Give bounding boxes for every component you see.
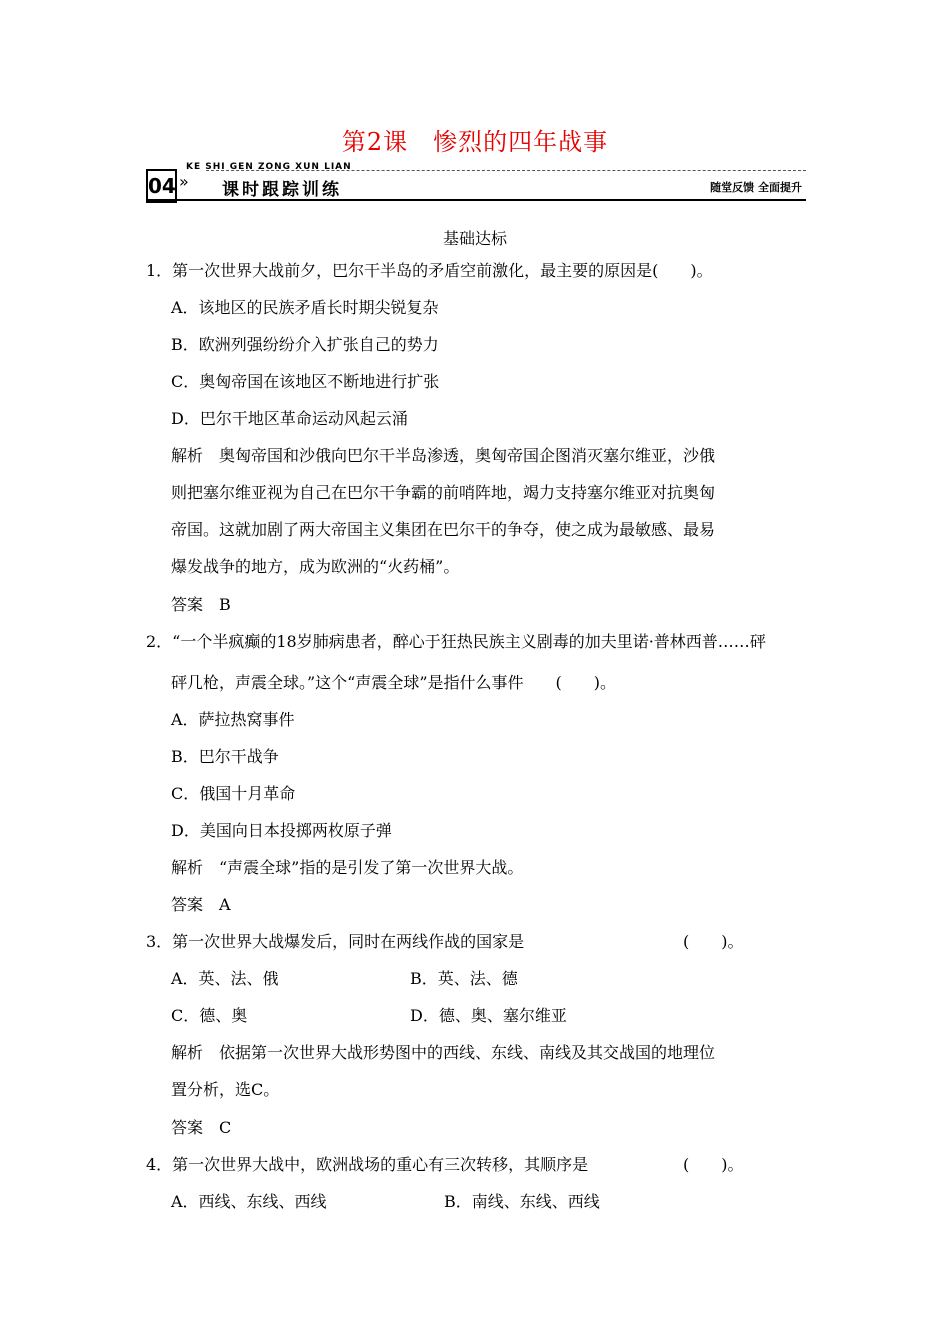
banner-slogan: 随堂反馈 全面提升 <box>710 181 802 194</box>
question-2-option-b: B．巴尔干战争 <box>171 747 279 766</box>
question-3-answer: 答案 C <box>171 1118 232 1137</box>
question-2-option-c: C．俄国十月革命 <box>171 784 296 803</box>
question-3-stem: 3．第一次世界大战爆发后，同时在两线作战的国家是 <box>146 932 525 951</box>
question-1-analysis-line: 解析 奥匈帝国和沙俄向巴尔干半岛渗透，奥匈帝国企图消灭塞尔维亚，沙俄 <box>171 446 716 465</box>
question-3-analysis-line: 解析 依据第一次世界大战形势图中的西线、东线、南线及其交战国的地理位 <box>171 1043 716 1062</box>
question-1-answer: 答案 B <box>171 595 231 614</box>
question-3-option-d: D．德、奥、塞尔维亚 <box>410 1006 567 1025</box>
lesson-title: 第2课 惨烈的四年战事 <box>341 128 609 156</box>
banner-label: 课时跟踪训练 <box>222 180 342 200</box>
question-2-stem-line: 2．“一个半疯癫的18岁肺病患者，醉心于狂热民族主义剧毒的加夫里诺·普林西普……砰 <box>146 632 766 651</box>
question-1-option-b: B．欧洲列强纷纷介入扩张自己的势力 <box>171 335 439 354</box>
question-1-option-d: D．巴尔干地区革命运动风起云涌 <box>171 409 408 428</box>
question-2-analysis: 解析 “声震全球”指的是引发了第一次世界大战。 <box>171 858 524 877</box>
question-3-blank: ( )。 <box>683 932 744 951</box>
question-2-answer: 答案 A <box>171 895 231 914</box>
question-4-option-b: B．南线、东线、西线 <box>444 1192 600 1211</box>
question-3-analysis-line: 置分析，选C。 <box>171 1080 280 1099</box>
question-1-analysis-line: 则把塞尔维亚视为自己在巴尔干争霸的前哨阵地，竭力支持塞尔维亚对抗奥匈 <box>171 483 716 502</box>
question-1-option-c: C．奥匈帝国在该地区不断地进行扩张 <box>171 372 440 391</box>
question-4-option-a: A．西线、东线、西线 <box>171 1192 327 1211</box>
question-1-stem: 1．第一次世界大战前夕，巴尔干半岛的矛盾空前激化，最主要的原因是( )。 <box>146 261 713 280</box>
question-3-option-b: B．英、法、德 <box>410 969 518 988</box>
question-4-blank: ( )。 <box>683 1155 744 1174</box>
question-2-option-a: A．萨拉热窝事件 <box>171 710 295 729</box>
question-4-stem: 4．第一次世界大战中，欧洲战场的重心有三次转移，其顺序是 <box>146 1155 589 1174</box>
question-2-stem-line: 砰几枪，声震全球。”这个“声震全球”是指什么事件 ( )。 <box>171 673 617 692</box>
question-1-option-a: A．该地区的民族矛盾长时期尖锐复杂 <box>171 298 439 317</box>
banner-arrow-icon: » <box>179 172 189 191</box>
banner-number: 04 <box>146 169 177 203</box>
question-3-option-a: A．英、法、俄 <box>171 969 279 988</box>
banner-pinyin: KE SHI GEN ZONG XUN LIAN <box>186 162 352 172</box>
question-1-analysis-line: 爆发战争的地方，成为欧洲的“火药桶”。 <box>171 557 460 576</box>
question-2-option-d: D．美国向日本投掷两枚原子弹 <box>171 821 392 840</box>
question-3-option-c: C．德、奥 <box>171 1006 248 1025</box>
section-banner <box>146 162 806 201</box>
question-1-analysis-line: 帝国。这就加剧了两大帝国主义集团在巴尔干的争夺，使之成为最敏感、最易 <box>171 520 716 539</box>
section-heading: 基础达标 <box>442 229 507 248</box>
